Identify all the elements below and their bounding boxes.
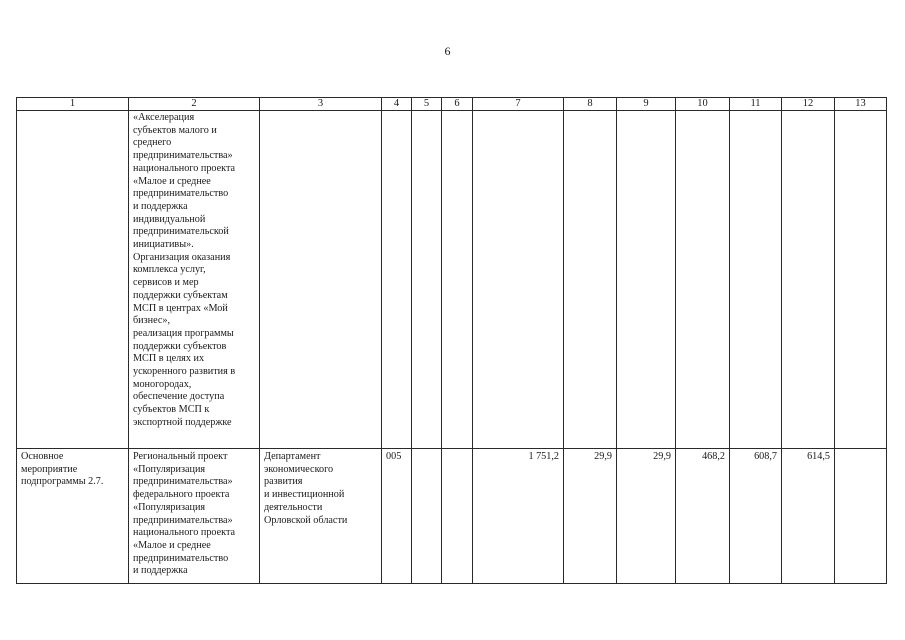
table-cell-value — [676, 111, 730, 449]
column-header: 6 — [442, 98, 473, 111]
table-cell-executor: Департамент экономического развития и инвестиционной деятельности Орловской области — [260, 449, 382, 584]
table-cell-total — [473, 111, 564, 449]
table-cell-value — [564, 111, 617, 449]
budget-table — [16, 97, 887, 584]
column-header: 1 — [17, 98, 129, 111]
table-cell-value: 29,9 — [617, 449, 676, 584]
table-cell-value — [782, 111, 835, 449]
table-cell-event — [17, 111, 129, 449]
column-header: 9 — [617, 98, 676, 111]
column-header: 5 — [412, 98, 442, 111]
page-number: 6 — [444, 44, 451, 58]
column-header: 8 — [564, 98, 617, 111]
column-header: 7 — [473, 98, 564, 111]
table-cell-value — [835, 449, 887, 584]
table-cell-total: 1 751,2 — [473, 449, 564, 584]
table-cell-project-name: «Акселерация субъектов малого и среднего предпринимательства» национального проекта «Малое и среднее предпринимательство и поддержка индивидуальной предпринимательской инициативы». Организация оказания комплекса услуг, сервисов и мер поддержки субъектам МСП в центрах «Мой бизнес», реализация программы поддержки субъектов МСП в целях их ускоренного развития в моногородах, обеспечение доступа субъектов МСП к экспортной поддержке — [129, 111, 260, 449]
column-header: 11 — [730, 98, 782, 111]
table-cell-executor — [260, 111, 382, 449]
table-cell-event: Основное мероприятие подпрограммы 2.7. — [17, 449, 129, 584]
table-cell-value: 608,7 — [730, 449, 782, 584]
table-cell-value — [617, 111, 676, 449]
table-cell-value: 468,2 — [676, 449, 730, 584]
table-row — [17, 111, 887, 449]
column-header: 4 — [382, 98, 412, 111]
column-header: 10 — [676, 98, 730, 111]
table-cell-project-name: Региональный проект «Популяризация предпринимательства» федерального проекта «Популяризация предпринимательства» национального проекта «Малое и среднее предпринимательство и поддержка — [129, 449, 260, 584]
table-cell-value — [835, 111, 887, 449]
table-cell-value: 29,9 — [564, 449, 617, 584]
column-header: 12 — [782, 98, 835, 111]
column-header: 13 — [835, 98, 887, 111]
table-cell-value — [730, 111, 782, 449]
table-row — [17, 449, 887, 584]
table-cell — [412, 111, 442, 449]
header-row — [17, 98, 887, 111]
table-cell-code: 005 — [382, 449, 412, 584]
table-cell-value: 614,5 — [782, 449, 835, 584]
table-cell — [442, 449, 473, 584]
table-cell — [412, 449, 442, 584]
table-cell — [442, 111, 473, 449]
column-header: 2 — [129, 98, 260, 111]
column-header: 3 — [260, 98, 382, 111]
table-cell-code — [382, 111, 412, 449]
